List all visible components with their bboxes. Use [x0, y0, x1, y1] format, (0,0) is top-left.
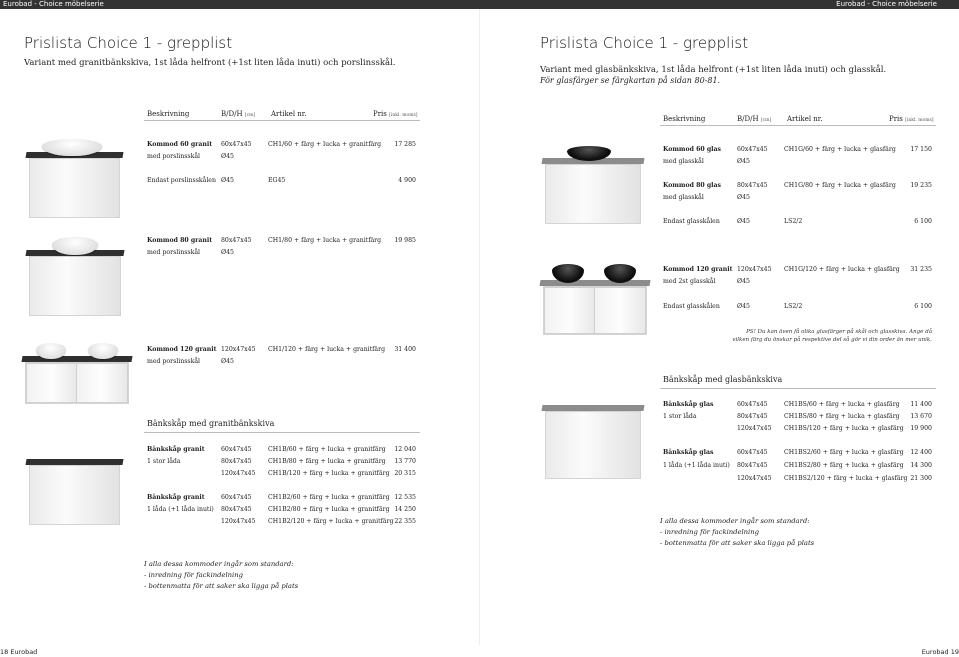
section-rule	[660, 388, 936, 389]
table-rule	[144, 120, 420, 121]
left-page-title: Prislista Choice 1 - grepplist	[24, 34, 233, 52]
page-gutter	[479, 9, 480, 645]
image-kommod-120-granit	[22, 356, 132, 404]
right-standard-note: I alla dessa kommoder ingår som standard: - inredning för fackindelning - bottenmatta för att saker ska ligga på plats	[660, 517, 815, 547]
col-dim: B/D/H [cm]	[221, 110, 256, 118]
image-kommod-glas	[542, 158, 644, 224]
header-band	[0, 0, 959, 9]
image-kommod-60-granit	[26, 152, 123, 218]
table-rule	[660, 125, 936, 126]
col-price: Pris [inkl. moms]	[889, 115, 934, 123]
ps-note: PS! Du kan även få olika glasfärger på skål och glasskiva. Ange då vilken färg du önskar på respektive del så gör vi din order än mer unik.	[732, 329, 932, 343]
header-left: Eurobad - Choice möbelserie	[3, 0, 104, 8]
col-dim: B/D/H [cm]	[737, 115, 772, 123]
image-kommod-80-granit	[26, 250, 124, 316]
right-page-subtitle: Variant med glasbänkskiva, 1st låda helfront (+1st liten låda inuti) och glasskål.	[540, 65, 887, 75]
section-rule	[144, 432, 420, 433]
right-page-title: Prislista Choice 1 - grepplist	[540, 34, 749, 52]
left-section-title: Bänkskåp med granitbänkskiva	[147, 419, 275, 428]
col-price: Pris [inkl. moms]	[373, 110, 418, 118]
col-desc: Beskrivning	[147, 110, 190, 118]
footer-left: 18 Eurobad	[0, 648, 38, 656]
right-section-title: Bänkskåp med glasbänkskiva	[663, 375, 783, 384]
left-standard-note: I alla dessa kommoder ingår som standard: - inredning för fackindelning - bottenmatta för att saker ska ligga på plats	[144, 560, 299, 590]
header-right: Eurobad - Choice möbelserie	[836, 0, 937, 8]
footer-right: Eurobad 19	[921, 648, 959, 656]
col-art: Artikel nr.	[271, 110, 307, 118]
image-bankskap-granit	[26, 459, 123, 525]
col-art: Artikel nr.	[787, 115, 823, 123]
col-desc: Beskrivning	[663, 115, 706, 123]
image-bankskap-glas	[542, 405, 644, 479]
left-page-subtitle: Variant med granitbänkskiva, 1st låda helfront (+1st liten låda inuti) och porslinsskål.	[24, 58, 396, 68]
image-kommod-120-glas	[540, 280, 650, 335]
right-page-subtitle-2: För glasfärger se färgkartan på sidan 80-81.	[540, 76, 721, 85]
